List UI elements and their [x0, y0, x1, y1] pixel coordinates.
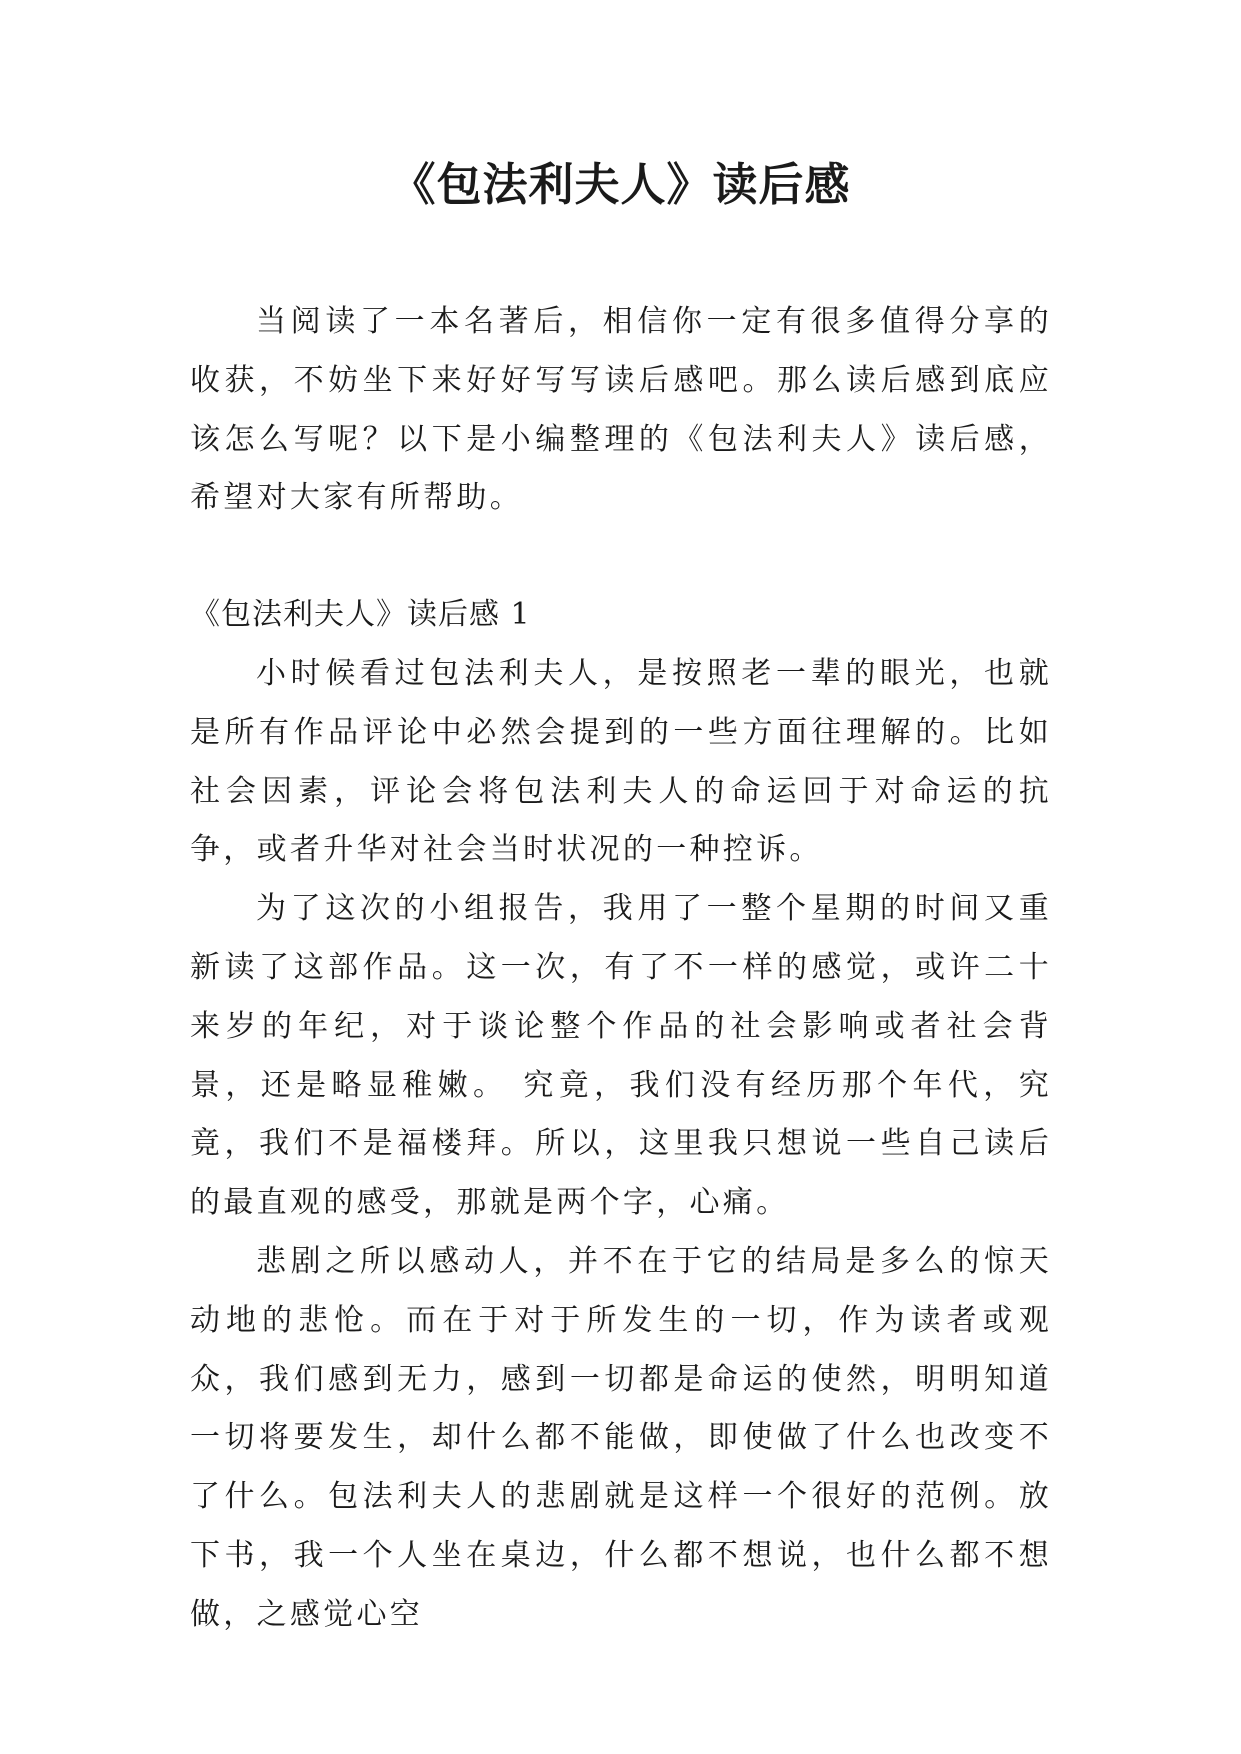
intro-paragraph: 当阅读了一本名著后，相信你一定有很多值得分享的收获，不妨坐下来好好写写读后感吧。那么读后感到底应该怎么写呢？以下是小编整理的《包法利夫人》读后感，希望对大家有所帮助。 — [190, 304, 1052, 516]
body-paragraph-3: 悲剧之所以感动人，并不在于它的结局是多么的惊天动地的悲怆。而在于对于所发生的一切，作为读者或观众，我们感到无力，感到一切都是命运的使然，明明知道一切将要发生，却什么都不能做，即使做了什么也改变不了什么。包法利夫人的悲剧就是这样一个很好的范例。放下书，我一个人坐在桌边，什么都不想说，也什么都不想做，之感觉心空 — [190, 1243, 1052, 1632]
document-title: 《包法利夫人》读后感 — [390, 158, 851, 211]
body-paragraph-2: 为了这次的小组报告，我用了一整个星期的时间又重新读了这部作品。这一次，有了不一样的感觉，或许二十来岁的年纪，对于谈论整个作品的社会影响或者社会背景，还是略显稚嫩。 究竟，我们没有经历那个年代，究竟，我们不是福楼拜。所以，这里我只想说一些自己读后的最直观的感受，那就是两个字，心痛。 — [190, 891, 1052, 1221]
document-body — [190, 293, 1052, 1645]
section-heading: 《包法利夫人》读后感 1 — [190, 597, 531, 633]
body-paragraph-1: 小时候看过包法利夫人，是按照老一辈的眼光，也就是所有作品评论中必然会提到的一些方面往理解的。比如社会因素，评论会将包法利夫人的命运回于对命运的抗争，或者升华对社会当时状况的一种控诉。 — [190, 655, 1052, 868]
